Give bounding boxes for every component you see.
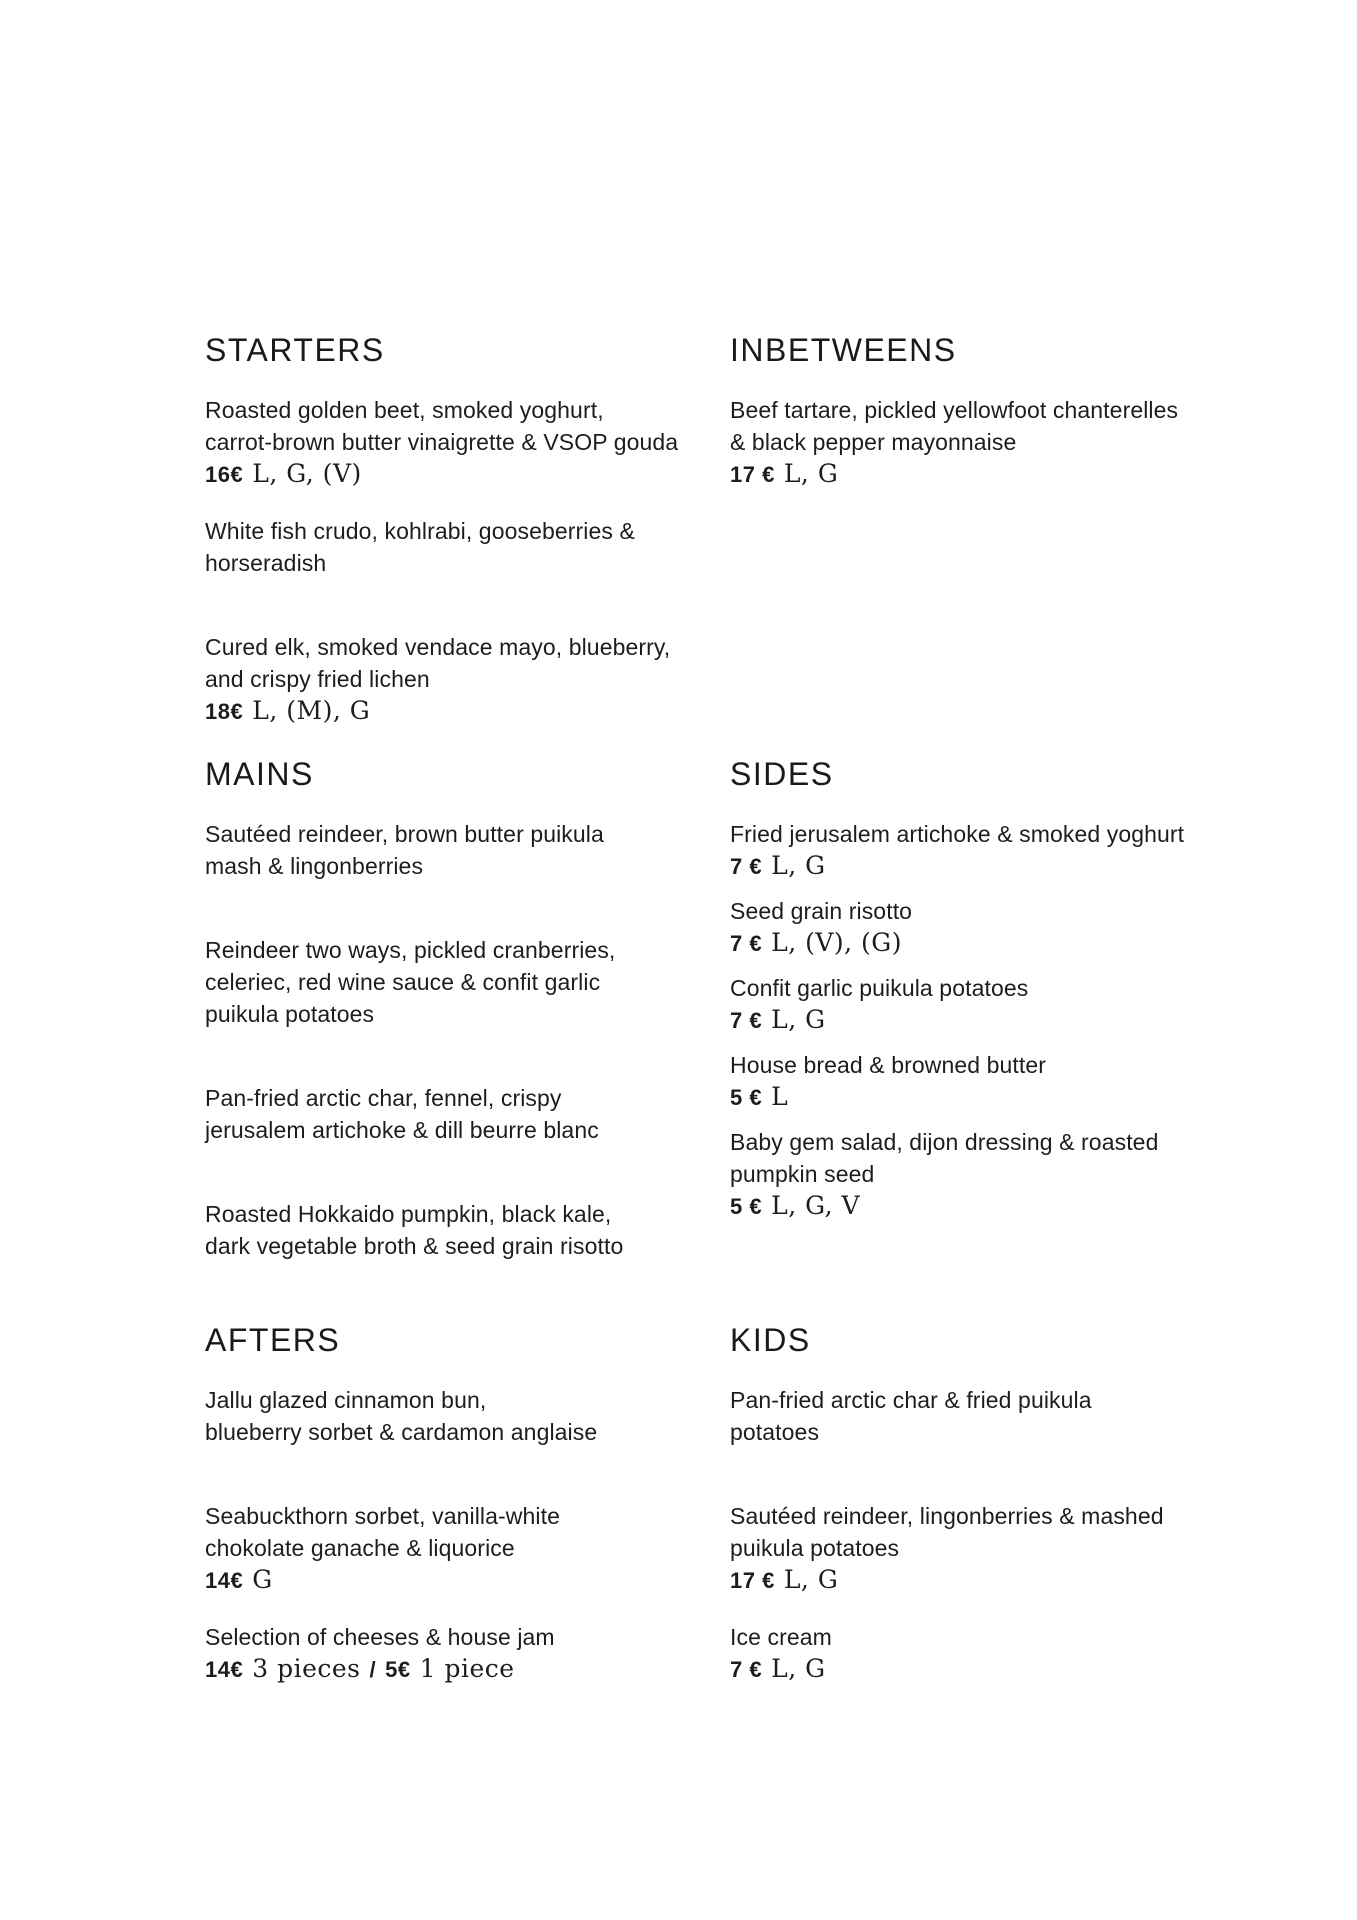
menu-item [205, 394, 730, 491]
item-name: Confit garlic puikula potatoes [730, 975, 1029, 1001]
item-price-line [205, 1653, 730, 1686]
diet-codes: L, G, V [771, 1191, 861, 1220]
menu-item [730, 818, 1230, 883]
menu-item [730, 1049, 1230, 1114]
item-price-line [730, 458, 1230, 491]
menu-item [205, 1500, 730, 1597]
menu-item [730, 895, 1230, 960]
menu-section-inbetweens [730, 330, 1230, 754]
menu-section-mains [205, 754, 730, 1320]
item-name: Seed grain risotto [730, 898, 913, 924]
menu-item [205, 818, 730, 882]
menu-section-afters [205, 1320, 730, 1710]
item-name: House bread & browned butter [730, 1052, 1047, 1078]
item-price: 17 € [730, 1568, 775, 1593]
diet-codes: L, G [771, 1005, 826, 1034]
item-price: / [369, 1657, 377, 1682]
section-title-inbetweens: INBETWEENS [730, 332, 957, 368]
section-title-afters: AFTERS [205, 1322, 341, 1358]
item-name: Selection of cheeses & house jam [205, 1624, 555, 1650]
item-name: Jallu glazed cinnamon bun, blueberry sorbet & cardamon anglaise [205, 1387, 598, 1445]
diet-codes: L, G [771, 851, 826, 880]
item-price-line [205, 458, 730, 491]
item-price: 7 € [730, 1657, 763, 1682]
item-price: 5 € [730, 1085, 763, 1110]
menu-item [205, 1621, 730, 1686]
menu-item [730, 394, 1230, 491]
item-price: 5€ [385, 1657, 411, 1682]
item-price-line [730, 1564, 1230, 1597]
menu-item [205, 1198, 730, 1262]
item-price: 14€ [205, 1657, 244, 1682]
item-name: Roasted golden beet, smoked yoghurt, carrot-brown butter vinaigrette & VSOP gouda [205, 397, 679, 455]
diet-codes: L, G [771, 1654, 826, 1683]
item-price-line [205, 695, 730, 728]
menu-item [205, 1384, 730, 1448]
item-price: 18€ [205, 699, 244, 724]
item-price-line [730, 1653, 1230, 1686]
item-name: Pan-fried arctic char, fennel, crispy jerusalem artichoke & dill beurre blanc [205, 1085, 599, 1143]
item-price: 14€ [205, 1568, 244, 1593]
section-title-kids: KIDS [730, 1322, 811, 1358]
item-price: 17 € [730, 462, 775, 487]
item-name: Beef tartare, pickled yellowfoot chanterelles & black pepper mayonnaise [730, 397, 1179, 455]
menu-section-sides [730, 754, 1230, 1320]
menu-item [205, 515, 730, 579]
menu-section-starters [205, 330, 730, 754]
diet-codes: L, (V), (G) [771, 928, 903, 957]
diet-codes: L, G [783, 1565, 839, 1594]
item-name: Reindeer two ways, pickled cranberries, celeriec, red wine sauce & confit garlic puikula potatoes [205, 937, 616, 1027]
item-name: Cured elk, smoked vendace mayo, blueberry, and crispy fried lichen [205, 634, 671, 692]
section-title-mains: MAINS [205, 756, 314, 792]
item-name: Sautéed reindeer, brown butter puikula mash & lingonberries [205, 821, 604, 879]
diet-codes: L, G, (V) [252, 459, 362, 488]
item-price-line [730, 927, 1230, 960]
item-price: 7 € [730, 1008, 763, 1033]
menu-item [730, 1126, 1230, 1223]
item-name: Pan-fried arctic char & fried puikula potatoes [730, 1387, 1092, 1445]
item-name: Sautéed reindeer, lingonberries & mashed puikula potatoes [730, 1503, 1164, 1561]
diet-codes: L, G [783, 459, 839, 488]
menu-item [205, 1082, 730, 1146]
section-title-starters: STARTERS [205, 332, 385, 368]
menu-item [730, 1500, 1230, 1597]
menu-section-kids [730, 1320, 1230, 1710]
item-name: Seabuckthorn sorbet, vanilla-white chokolate ganache & liquorice [205, 1503, 560, 1561]
item-name: White fish crudo, kohlrabi, gooseberries & horseradish [205, 518, 635, 576]
item-price: 7 € [730, 931, 763, 956]
menu-item [730, 972, 1230, 1037]
menu-item [205, 934, 730, 1030]
section-title-sides: SIDES [730, 756, 834, 792]
item-price-line [730, 1190, 1230, 1223]
diet-codes: 3 pieces [252, 1654, 361, 1683]
diet-codes: G [252, 1565, 273, 1594]
item-price-line [730, 850, 1230, 883]
diet-codes: L [771, 1082, 789, 1111]
item-price: 7 € [730, 854, 763, 879]
item-price: 5 € [730, 1194, 763, 1219]
menu-item [730, 1621, 1230, 1686]
item-price-line [205, 1564, 730, 1597]
menu-item [205, 631, 730, 728]
item-price: 16€ [205, 462, 244, 487]
menu-item [730, 1384, 1230, 1448]
diet-codes: L, (M), G [252, 696, 371, 725]
diet-codes: 1 piece [419, 1654, 515, 1683]
item-price-line [730, 1004, 1230, 1037]
item-name: Roasted Hokkaido pumpkin, black kale, dark vegetable broth & seed grain risotto [205, 1201, 624, 1259]
item-name: Baby gem salad, dijon dressing & roasted pumpkin seed [730, 1129, 1159, 1187]
item-price-line [730, 1081, 1230, 1114]
item-name: Fried jerusalem artichoke & smoked yoghurt [730, 821, 1185, 847]
item-name: Ice cream [730, 1624, 832, 1650]
